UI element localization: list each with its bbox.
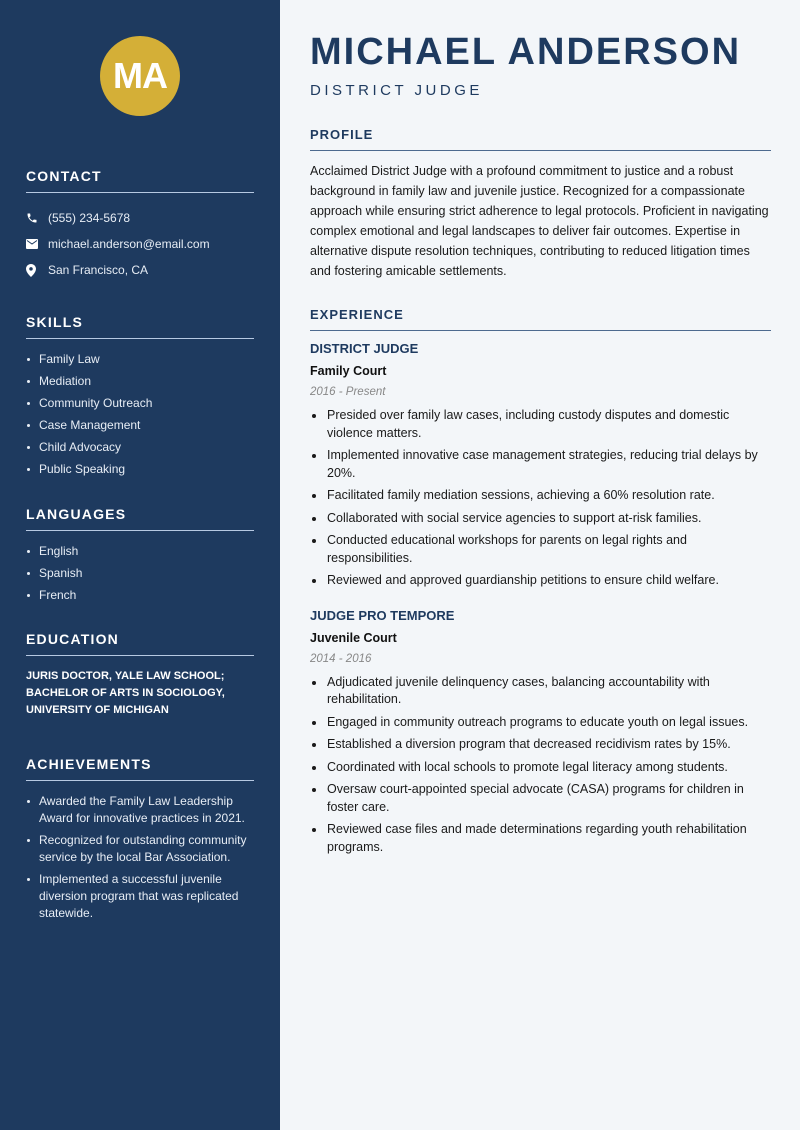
contact-phone-text: (555) 234-5678	[48, 211, 131, 225]
achievement-item: Recognized for outstanding community service by the local Bar Association.	[26, 832, 254, 866]
location-pin-icon	[26, 264, 48, 277]
achievements-heading: ACHIEVEMENTS	[26, 756, 254, 781]
job-title: JUDGE PRO TEMPORE	[310, 607, 455, 623]
job-dates: 2016 - Present	[310, 386, 386, 398]
job-bullet: Adjudicated juvenile delinquency cases, balancing accountability with rehabilitation.	[310, 674, 771, 709]
avatar: MA	[100, 36, 180, 116]
language-item: Spanish	[26, 565, 254, 582]
skill-item: Case Management	[26, 417, 254, 434]
phone-icon	[26, 212, 48, 224]
job-entry	[310, 608, 771, 857]
profile-text: Acclaimed District Judge with a profound commitment to justice and a robust background in family law and juvenile justice. Recognized for a compassionate approach while ensuring strict adherence to legal protocols. Proficient in navigating complex emotional and legal landscapes to deliver fair outcomes. Expertise in alternative dispute resolution techniques, contributing to reduced litigation times and fostering amicable settlements.	[310, 164, 769, 278]
email-icon	[26, 239, 48, 249]
skill-item: Family Law	[26, 351, 254, 368]
job-bullet: Oversaw court-appointed special advocate (CASA) programs for children in foster care.	[310, 781, 771, 816]
skill-item: Community Outreach	[26, 395, 254, 412]
achievements-section	[26, 756, 254, 922]
main-content	[280, 0, 800, 1130]
languages-heading: LANGUAGES	[26, 506, 254, 531]
job-bullet: Established a diversion program that decreased recidivism rates by 15%.	[310, 736, 771, 754]
education-section	[26, 631, 254, 719]
job-bullet: Reviewed and approved guardianship petitions to ensure child welfare.	[310, 572, 771, 590]
avatar-container	[26, 0, 254, 116]
job-bullet: Coordinated with local schools to promote legal literacy among students.	[310, 759, 771, 777]
profile-heading: PROFILE	[310, 127, 771, 151]
job-organization: Family Court	[310, 364, 387, 378]
achievement-item: Implemented a successful juvenile diversion program that was replicated statewide.	[26, 871, 254, 922]
job-title: DISTRICT JUDGE	[310, 341, 419, 356]
languages-list	[26, 543, 254, 604]
job-bullets	[310, 407, 771, 590]
contact-location-text: San Francisco, CA	[48, 263, 149, 277]
language-item: English	[26, 543, 254, 560]
candidate-title: DISTRICT JUDGE	[310, 82, 483, 99]
experience-heading: EXPERIENCE	[310, 307, 771, 331]
skill-item: Public Speaking	[26, 461, 254, 478]
experience-section	[310, 307, 771, 856]
education-text: JURIS DOCTOR, YALE LAW SCHOOL; BACHELOR OF ARTS IN SOCIOLOGY, UNIVERSITY OF MICHIGAN	[26, 670, 225, 716]
achievements-list	[26, 793, 254, 922]
job-organization: Juvenile Court	[310, 630, 397, 645]
job-dates: 2014 - 2016	[310, 652, 372, 665]
contact-section	[26, 168, 254, 283]
job-bullet: Implemented innovative case management strategies, reducing trial delays by 20%.	[310, 447, 771, 482]
candidate-name: MICHAEL ANDERSON	[310, 31, 742, 73]
contact-phone	[26, 205, 254, 231]
achievement-item: Awarded the Family Law Leadership Award for innovative practices in 2021.	[26, 793, 254, 827]
contact-email-text[interactable]: michael.anderson@email.com	[48, 237, 210, 251]
job-bullet: Collaborated with social service agencies to support at-risk families.	[310, 510, 771, 528]
job-bullet: Conducted educational workshops for parents on legal rights and responsibilities.	[310, 532, 771, 567]
job-entry	[310, 341, 771, 590]
job-bullet: Presided over family law cases, including custody disputes and domestic violence matters.	[310, 407, 771, 442]
sidebar	[0, 0, 280, 1130]
languages-section	[26, 506, 254, 604]
contact-email	[26, 231, 254, 257]
job-bullet: Engaged in community outreach programs to educate youth on legal issues.	[310, 714, 771, 732]
skills-section	[26, 314, 254, 478]
contact-heading: CONTACT	[26, 168, 254, 193]
language-item: French	[26, 587, 254, 604]
skill-item: Mediation	[26, 373, 254, 390]
contact-location	[26, 257, 254, 283]
job-bullet: Reviewed case files and made determinations regarding youth rehabilitation programs.	[310, 821, 771, 856]
profile-section	[310, 127, 771, 281]
skills-list	[26, 351, 254, 478]
skill-item: Child Advocacy	[26, 439, 254, 456]
skills-heading: SKILLS	[26, 314, 254, 339]
education-heading: EDUCATION	[26, 631, 254, 656]
job-bullet: Facilitated family mediation sessions, achieving a 60% resolution rate.	[310, 487, 771, 505]
job-bullets	[310, 674, 771, 857]
